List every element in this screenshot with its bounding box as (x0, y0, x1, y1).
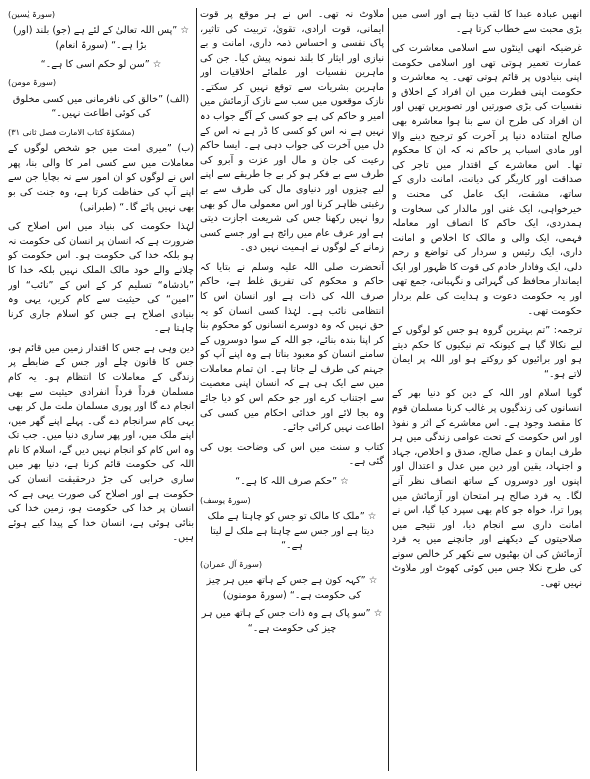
citation: (سورۃ آل عمران) (200, 558, 263, 569)
quotation: ☆ ”سن لو حکم اسی کا ہے۔“ (40, 58, 162, 70)
paragraph: آنحضرت صلی اللہ علیہ وسلم نے بتایا کہ حاکم و محکوم کی تفریق غلط ہے، حاکم صرف اللہ کی ذات ہے اور انسان اس کا انتظامی نائب ہے۔ لہٰذا کسی انسان کو یہ حق نہیں کہ وہ دوسرے انسانوں کو محکوم بنا کر اپنا بندہ بنائے، جو اللہ کے سوا دوسروں کے سامنے انسان کو معبود بناتا ہے وہ اپنے آپ کو جہنم کی طرف لے جاتا ہے۔ ان تمام معاملات میں سے ایک ہی ہے کہ انسان اپنی معصیت سے اجتناب کرے اور جو حکم اس کو دیا جائے وہ بجا لائے اور خدائی احکام میں کسی کی اطاعت نہیں کرائی جائے۔ (200, 261, 384, 434)
paragraph: گویا اسلام اور اللہ کے دین کو دنیا بھر کے انسانوں کی زندگیوں پر غالب کرنا مسلمان قوم کا مقصد وجود ہے۔ اس معاشرے کے اثر و نفوذ اور اس حکومت کے تحت عوامی زندگی میں ہر طرف ایمان و عمل صالح، صدق و اخلاص، جہاد و اجتہاد، یقین اور دین میں عدل و اعتدال اور اپنوں اور دوسروں کے ساتھ انصاف نظر آنے لگا۔ یہ فرد صالح ہر امتحان اور آزمائش میں پورا ترا، خواہ جو کام بھی سپرد کیا گیا، اس نے امانت داری سے انجام دیا، اور نتیجے میں صلاحیتوں کے دیکھنے اور جانچنے میں یہ فرد آزمائش کی ان بھٹیوں سے نکھر کر خالص سونے کی طرح نکلا جس میں کوئی کھوٹ اور ملاوٹ نہیں تھی۔ (392, 388, 582, 589)
paragraph: (ب) ”میری امت میں جو شخص لوگوں کے معاملات میں سے کسی امر کا والی بنا، پھر اس نے لوگوں کو ان امور سے نہ بچایا جن سے اپنے آپ کی حفاظت کرتا ہے، وہ جنت کی بو بھی نہیں پائے گا۔“ (طبرانی) (8, 143, 194, 213)
paragraph: کتاب و سنت میں اس کی وضاحت یوں کی گئی ہے۔ (200, 441, 384, 468)
quotation: (الف) ”خالق کی نافرمانی میں کسی مخلوق کی کوئی اطاعت نہیں۔“ (12, 93, 190, 120)
column-left (8, 8, 194, 771)
column-right (392, 8, 582, 771)
column-middle (200, 8, 384, 771)
quotation: ☆ ”حکم صرف اللہ کا ہے۔“ (235, 475, 349, 487)
quotation: ☆ ”پس اللہ تعالیٰ کے لئے ہے (جو) بلند (اور) بڑا ہے۔“ (سورۃ انعام) (13, 25, 189, 52)
citation: (مشکوٰۃ کتاب الامارت فصل ثانی ۳۱) (8, 126, 135, 137)
quotation: ☆ ”کہہ کون ہے جس کے ہاتھ میں ہر چیز کی حکومت ہے۔“ (سورۃ مومنون) (206, 575, 378, 601)
paragraph: دین وہی ہے جس کا اقتدار زمین میں قائم ہو، جس کا قانون چلے اور جس کے ضابطے پر زندگی کے معاملات کا انتظام ہو۔ یہ کام مسلمان فرداً فرداً انفرادی حیثیت سے بھی انجام دے گا اور پوری مسلمان ملت مل کر بھی یہی کام سرانجام دے گی۔ پہلے اپنے گھر میں، اپنے ملک میں، اور پھر ساری دنیا میں۔ جب تک وہ اس کام کو انجام نہیں دیں گے، اسلام کا نام اللہ کی حکومت قائم کرنا ہے، دنیا بھر میں ساری خرابی کی جڑ درحقیقت انسان کی حکومت ہے اور اصلاح کی صورت یہی ہے کہ انسان پر خدا کی حکومت ہو، زمین خدا کی بنائی ہوئی ہے، انسان خدا کے پیدا کیے ہوئے ہیں۔ (8, 342, 194, 544)
paragraph: لہٰذا حکومت کی بنیاد میں اس اصلاح کی ضرورت ہے کہ انسان پر انسان کی حکومت نہ ہو بلکہ خدا کی حکومت ہو۔ اس حکومت کو چلانے والے خود مالک الملک نہیں بلکہ خدا کا ”بادشاہ“ تسلیم کر کے اس کے ”نائب“ اور ”امین“ کی حیثیت سے کام کریں، یہی وہ بنیادی اصلاح ہے جس کو اسلام جاری کرنا چاہتا ہے۔ (8, 221, 194, 335)
citation: (سورۃ یٰسین) (8, 9, 56, 19)
paragraph: انھیں عبادہ عبدا کا لقب دیتا ہے اور اسی میں بڑی محبت سے خطاب کرتا ہے۔ (392, 9, 582, 35)
column-divider (196, 8, 197, 771)
quotation: ☆ ”ملک کا مالک تو جس کو چاہتا ہے ملک دیتا ہے اور جس سے چاہتا ہے ملک لے لیتا ہے۔“ (207, 510, 377, 552)
column-divider (388, 8, 389, 771)
quotation: ☆ ”سو پاک ہے وہ ذات جس کے ہاتھ میں ہر چیز کی حکومت ہے۔“ (201, 608, 383, 634)
paragraph: غرضیکہ انھی اینٹوں سے اسلامی معاشرت کی عمارت تعمیر ہوتی تھی اور اسلامی حکومت اپنی بنیادوں پر قائم ہوتی تھی۔ یہ معاشرت و حکومت اپنی فطرت میں ان افراد کے اخلاق و نفسیات کی بڑی صورتیں اور تصویریں تھیں اور ان افراد کی طرح ان سے بنا ہوا معاشرہ بھی صالح امتنادہ دنیا پر آخرت کو ترجیح دینے والا اور مادی اسباب پر حاکم نہ کہ ان کا محکوم تھا۔ اس معاشرے کے اقتدار میں تاجر کی صداقت اور کاریگر کی دیانت، امانت داری کے ساتھ، مشقت، ایک عامل کی محنت و خیرخواہی، ایک غنی اور مالدار کی سخاوت و ہمدردی، ایک حاکم کا انصاف اور معاملہ فہمی، ایک والی و مالک کا اخلاص و امانت داری، ایک رئیس و سردار کی تواضع و رحم دلی، ایک وفادار خادم کی قوت کا ظہور اور ایک ایماندار محافظ کی گہرائی و نگہبانی، جمع تھی اور یہ حکومت دعوت و ہدایت کی علم بردار حکومت تھی۔ (392, 43, 582, 317)
citation: (سورۃ یوسف) (200, 494, 251, 505)
paragraph: ترجمہ: ”تم بہترین گروہ ہو جس کو لوگوں کے لیے نکالا گیا ہے کیونکہ تم نیکیوں کا حکم دیتے ہو اور برائیوں کو روکتے ہو اور اللہ پر ایمان لاتے ہو۔“ (392, 325, 582, 380)
paragraph: ملاوٹ نہ تھی۔ اس نے ہر موقع پر قوت ایمانی، قوت ارادی، تقویٰ، تربیت کی تاثیر، پاک نفسی و احساس ذمہ داری، امانت و بے نیازی اور ایثار کا بلند نمونہ پیش کیا۔ جن کی ماہرین نفسیات اور علمائے اخلاقیات اور ماہرین بشریات سے توقع نہیں کر سکتے۔ نازک موقعوں میں سب سے نازک آزمائش میں امیر و حاکم کی ہے جو کسی کے آگے جواب دہ نہیں ہے نہ اس کو کسی کا ڈر ہے نہ اس کے دل میں آخرت کی جواب دہی ہے۔ ایسا حاکم رعیت کی جان و مال اور عزت و آبرو کی طرف سے بے فکر ہو کر بے جا طریقے سے اپنے لیے چیزوں اور دنیاوی مال کی طرف سے بے رغبتی ظاہر کرنا اور اس معمولی مال کو بھی روا نہیں رکھنا جس کی شریعت اجازت دیتی ہے اور عرف عام میں رائج ہے اور جسے کسی زمانے کے لوگوں نے اہمیت نہیں دی۔ (200, 9, 384, 254)
citation: (سورۃ مومن) (8, 77, 57, 88)
